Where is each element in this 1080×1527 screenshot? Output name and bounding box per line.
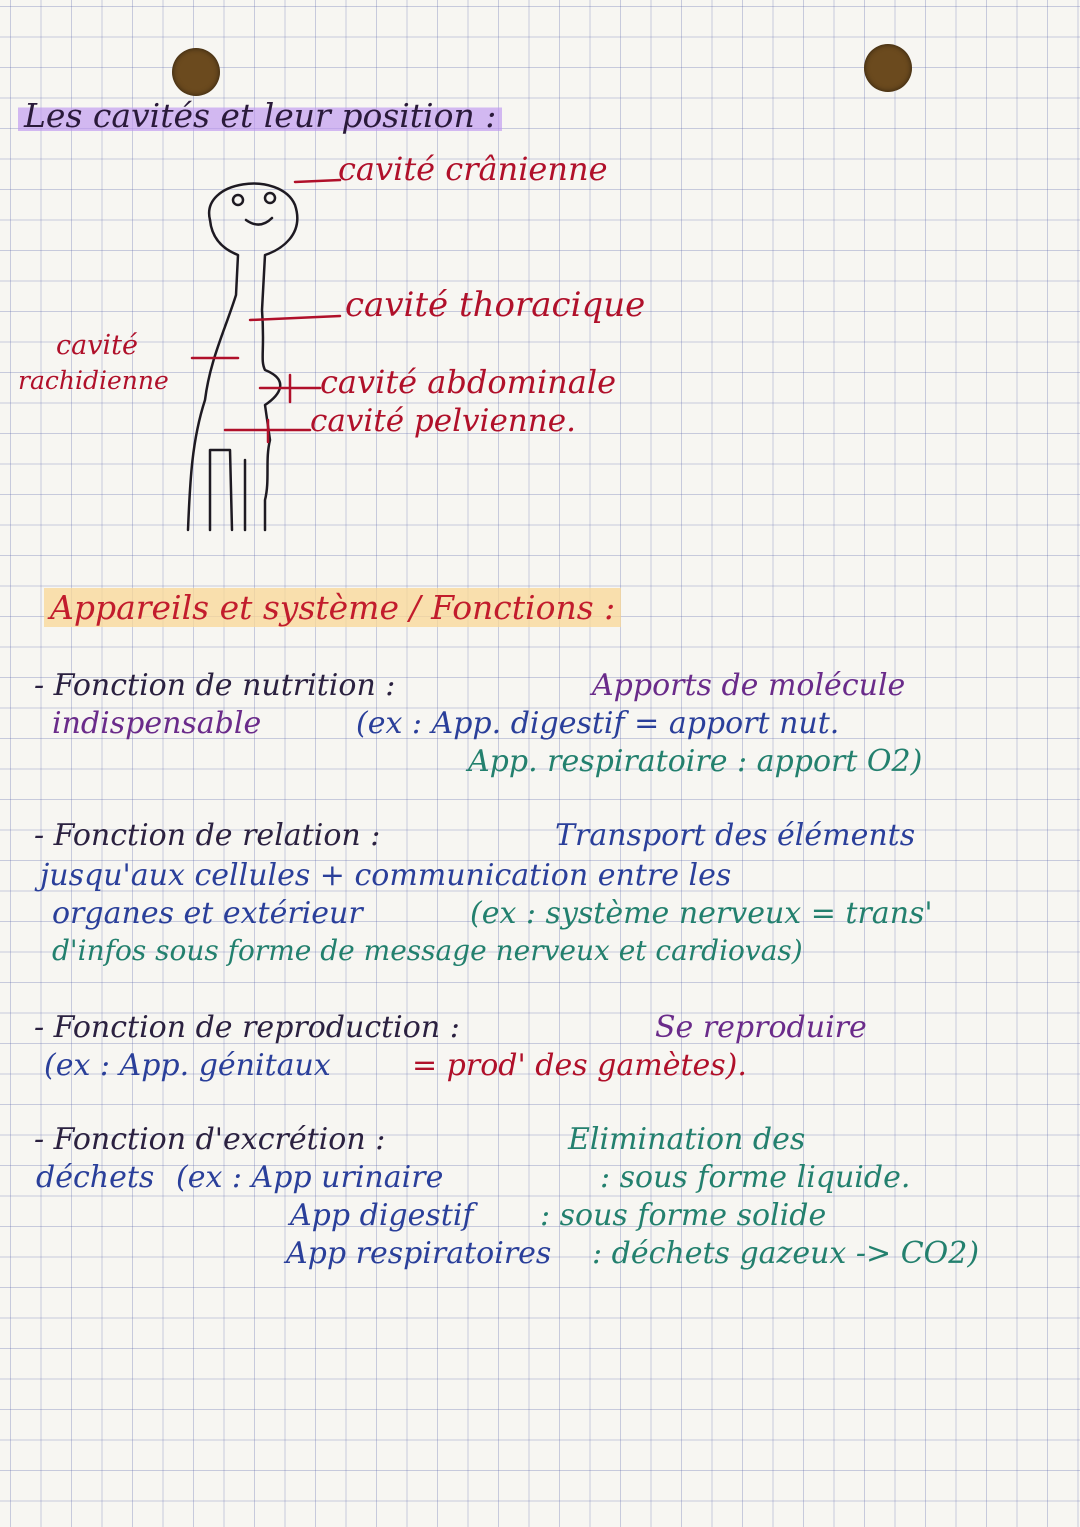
excretion-desc-2: déchets	[36, 1160, 155, 1195]
relation-desc-2: jusqu'aux cellules + communication entre les	[40, 858, 732, 893]
excretion-ex-3: App respiratoires	[286, 1236, 552, 1271]
reproduction-ex-1: (ex : App. génitaux	[44, 1048, 331, 1083]
excretion-desc-1: Elimination des	[568, 1122, 806, 1157]
reproduction-head: - Fonction de reproduction :	[34, 1010, 460, 1045]
label-cavite-cranienne: cavité crânienne	[338, 150, 608, 188]
relation-ex-1: (ex : système nerveux = trans'	[470, 896, 933, 931]
binder-hole-right	[864, 44, 912, 92]
excretion-ex-1b: : sous forme liquide.	[600, 1160, 911, 1195]
relation-head: - Fonction de relation :	[34, 818, 381, 853]
reproduction-desc-1: Se reproduire	[655, 1010, 867, 1045]
excretion-ex-2b: : sous forme solide	[540, 1198, 827, 1233]
label-cavite-pelvienne: cavité pelvienne.	[310, 403, 576, 439]
excretion-ex-1: (ex : App urinaire	[176, 1160, 444, 1195]
relation-ex-2: d'infos sous forme de message nerveux et cardiovas)	[52, 934, 803, 967]
cavities-title: Les cavités et leur position :	[18, 96, 502, 135]
nutrition-desc-2: indispensable	[52, 706, 262, 741]
nutrition-head: - Fonction de nutrition :	[34, 668, 396, 703]
reproduction-ex-2: = prod' des gamètes).	[412, 1048, 747, 1083]
label-cavite-rachidienne-1: cavité	[56, 330, 138, 361]
nutrition-desc-1: Apports de molécule	[592, 668, 906, 703]
binder-hole-left	[172, 48, 220, 96]
excretion-ex-3b: : déchets gazeux -> CO2)	[592, 1236, 980, 1271]
label-cavite-thoracique: cavité thoracique	[345, 285, 646, 325]
excretion-head: - Fonction d'excrétion :	[34, 1122, 386, 1157]
body-cavities-figure	[170, 160, 790, 540]
label-cavite-rachidienne-2: rachidienne	[18, 366, 169, 395]
relation-desc-1: Transport des éléments	[555, 818, 916, 853]
label-cavite-abdominale: cavité abdominale	[320, 363, 617, 401]
excretion-ex-2: App digestif	[290, 1198, 474, 1233]
relation-desc-3: organes et extérieur	[52, 896, 363, 931]
nutrition-ex-1: (ex : App. digestif = apport nut.	[356, 706, 840, 741]
nutrition-ex-2: App. respiratoire : apport O2)	[468, 744, 923, 779]
functions-title: Appareils et système / Fonctions :	[44, 588, 621, 627]
